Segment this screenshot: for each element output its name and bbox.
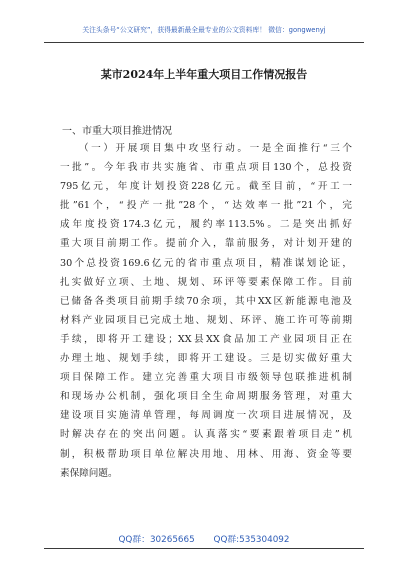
footer-qq-group-2: QQ群:535304092 (213, 535, 290, 545)
body-line: 素保障问题。 (60, 467, 118, 479)
body-line: 材料产业园项目已完成土地、规划、环评、施工许可等前期 (60, 314, 352, 326)
footer-divider (44, 548, 364, 549)
body-line: 制，积极帮助项目单位解决用地、用林、用海、资金等要 (60, 448, 352, 460)
header-notice: 关注头条号“公文研究”，获得最新最全最专业的公文资料库！ 微信：gongwenyj (82, 26, 326, 34)
header-divider (44, 42, 364, 43)
footer-contacts (0, 532, 408, 545)
section-heading: 一、市重大项目推进情况 (62, 126, 172, 137)
document-title: 某市2024年上半年重大项目工作情况报告 (100, 68, 308, 81)
footer-qq-group-1: QQ群：30265665 (118, 535, 195, 545)
body-line: 和现场办公机制，强化项目全生命周期服务管理，对重大 (60, 391, 352, 403)
body-line: （一）开展项目集中攻坚行动。一是全面推行“三个 (79, 143, 352, 154)
body-line: 一批”。今年我市共实施省、市重点项目130个，总投资 (60, 162, 352, 174)
body-line: 已储备各类项目前期手续70余项，其中XX区新能源电池及 (60, 295, 352, 307)
body-line: 795亿元，年度计划投资228亿元。截至目前，“开工一 (60, 181, 352, 193)
body-line: 批”61个，“投产一批”28个，“达效率一批”21个，完 (60, 200, 352, 212)
body-line: 扎实做好立项、土地、规划、环评等要素保障工作。目前 (60, 276, 352, 288)
body-line: 30个总投资169.6亿元的省市重点项目，精准谋划论证， (60, 257, 352, 269)
body-line: 建设项目实施清单管理，每周调度一次项目进展情况，及 (60, 410, 352, 422)
body-line: 项目保障工作。建立完善重大项目市级领导包联推进机制 (60, 372, 352, 384)
document-body (60, 139, 352, 483)
body-line: 成年度投资174.3亿元，履约率113.5%。二是突出抓好 (60, 219, 352, 231)
body-line: 时解决存在的突出问题。认真落实“要素跟着项目走”机 (60, 429, 352, 441)
body-line: 办理土地、规划手续，即将开工建设。三是切实做好重大 (60, 353, 352, 365)
body-line: 手续，即将开工建设；XX县XX食品加工产业园项目正在 (60, 333, 352, 345)
body-line: 重大项目前期工作。提前介入，靠前服务，对计划开建的 (60, 238, 352, 250)
